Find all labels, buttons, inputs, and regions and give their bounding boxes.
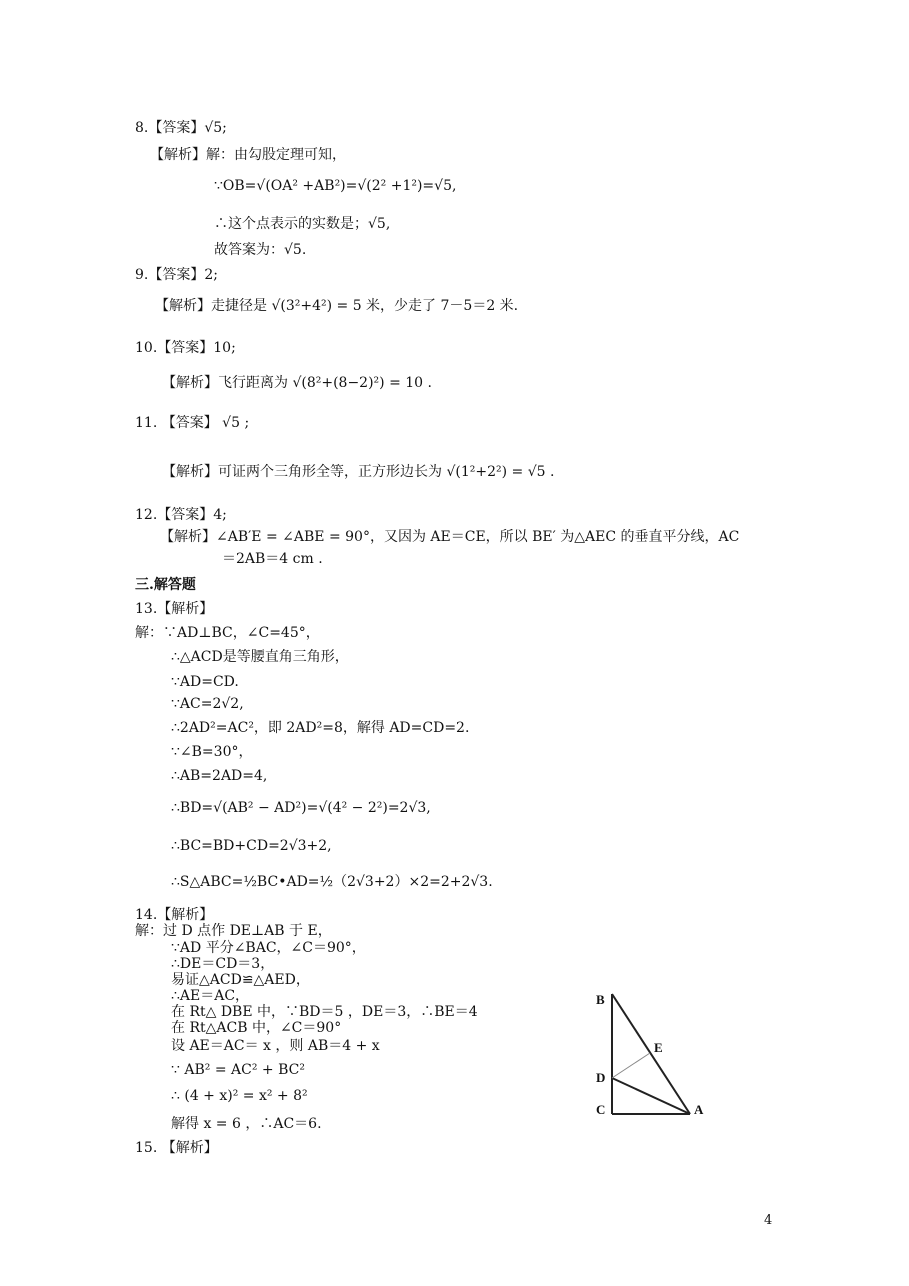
line-q13-s1: 解：∵AD⊥BC，∠C=45°， bbox=[135, 625, 320, 641]
line-q9-analysis: 【解析】走捷径是 √(3²+4²) = 5 米，少走了 7－5＝2 米. bbox=[155, 298, 519, 314]
line-q8-final: 故答案为：√5. bbox=[214, 242, 307, 258]
line-q8-analysis: 【解析】解：由勾股定理可知， bbox=[150, 147, 346, 163]
line-q13-s6: ∵∠B=30°， bbox=[171, 744, 253, 760]
line-q14-s10: ∴ (4 + x)² = x² + 8² bbox=[171, 1088, 308, 1104]
line-q8-answer: 8.【答案】√5; bbox=[135, 120, 227, 136]
label-a: A bbox=[694, 1102, 704, 1117]
line-q13-s7: ∴AB=2AD=4, bbox=[171, 768, 268, 784]
line-q11-answer: 11. 【答案】 √5 ; bbox=[135, 415, 250, 431]
line-q8-real: ∴这个点表示的实数是；√5, bbox=[214, 216, 391, 232]
page-number: 4 bbox=[764, 1213, 773, 1228]
line-q13-s5: ∴2AD²=AC²，即 2AD²=8，解得 AD=CD=2. bbox=[171, 720, 470, 736]
line-q13-s2: ∴△ACD是等腰直角三角形， bbox=[171, 649, 349, 665]
line-q14-s1: 解：过 D 点作 DE⊥AB 于 E， bbox=[135, 923, 332, 939]
label-d: D bbox=[596, 1070, 606, 1085]
line-q11-analysis: 【解析】可证两个三角形全等，正方形边长为 √(1²+2²) = √5 . bbox=[162, 464, 555, 480]
line-q12-answer: 12.【答案】4; bbox=[135, 507, 227, 523]
line-q14-s2: ∵AD 平分∠BAC，∠C＝90°， bbox=[171, 940, 366, 956]
line-q13-s4: ∵AC=2√2, bbox=[171, 696, 244, 712]
label-c: C bbox=[596, 1102, 606, 1117]
label-e: E bbox=[654, 1040, 663, 1055]
line-q10-analysis: 【解析】飞行距离为 √(8²+(8−2)²) = 10 . bbox=[162, 375, 432, 391]
line-q8-ob: ∵OB=√(OA² +AB²)=√(2² +1²)=√5, bbox=[214, 178, 457, 194]
section-heading: 三.解答题 bbox=[135, 577, 196, 593]
line-q12-analysis: 【解析】∠AB′E = ∠ABE = 90°，又因为 AE＝CE，所以 BE′ 为△AEC 的垂直平分线，AC bbox=[160, 529, 740, 545]
line-q13-title: 13.【解析】 bbox=[135, 601, 214, 617]
line-q14-s4: 易证△ACD≌△AED， bbox=[171, 972, 310, 988]
line-q14-s8: 设 AE＝AC＝ x ，则 AB＝4 + x bbox=[171, 1038, 380, 1054]
triangle-figure bbox=[594, 990, 712, 1120]
line-q14-s11: 解得 x = 6 ，∴AC＝6. bbox=[171, 1116, 322, 1132]
line-q13-s3: ∵AD=CD. bbox=[171, 674, 239, 690]
line-q14-title: 14.【解析】 bbox=[135, 907, 214, 923]
line-q10-answer: 10.【答案】10; bbox=[135, 340, 236, 356]
line-q14-s5: ∴AE＝AC， bbox=[171, 988, 250, 1004]
line-q14-s7: 在 Rt△ACB 中，∠C＝90° bbox=[171, 1020, 342, 1036]
line-q14-s6: 在 Rt△ DBE 中，∵BD＝5 ，DE＝3，∴BE＝4 bbox=[171, 1004, 478, 1020]
line-q12-analysis-cont: ＝2AB＝4 cm . bbox=[222, 551, 323, 567]
line-q9-answer: 9.【答案】2; bbox=[135, 267, 218, 283]
line-q15-title: 15. 【解析】 bbox=[135, 1140, 218, 1156]
line-q13-s9: ∴BC=BD+CD=2√3+2, bbox=[171, 838, 332, 854]
label-b: B bbox=[596, 992, 605, 1007]
line-q13-s8: ∴BD=√(AB² − AD²)=√(4² − 2²)=2√3, bbox=[171, 800, 431, 816]
line-q14-s3: ∴DE＝CD＝3， bbox=[171, 956, 275, 972]
line-q14-s9: ∵ AB² = AC² + BC² bbox=[171, 1062, 305, 1078]
line-q13-s10: ∴S△ABC=½BC•AD=½（2√3+2）×2=2+2√3. bbox=[171, 874, 493, 890]
